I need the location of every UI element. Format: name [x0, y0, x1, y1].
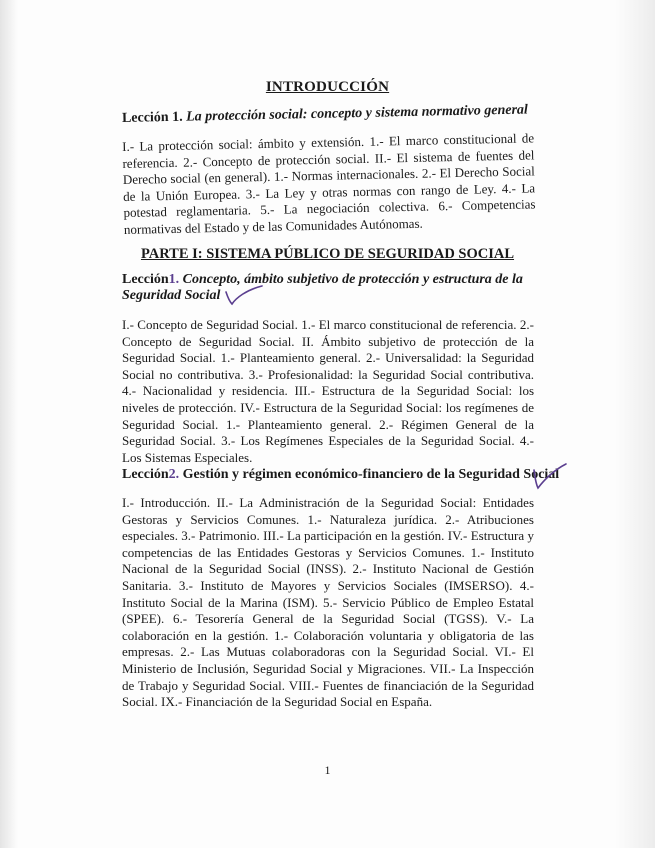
- lesson-1-body: I.- Concepto de Seguridad Social. 1.- El marco constitucional de referencia. 2.- Concepto de Seguridad Social. II. Ámbito subjetivo de protección de la Seguridad Social. 1.- Planteamiento general. 2.- Universalidad: la Seguridad Social no contributiva. 3.- Profesionalidad: la Seguridad Social contributiva. 4.- Nacionalidad y residencia. III.- Estructura de la Seguridad Social: los niveles de protección. IV.- Estructura de la Seguridad Social: los regímenes de Seguridad Social. 1.- Planteamiento general. 2.- Régimen General de la Seguridad Social. 3.- Los Regímenes Especiales de la Seguridad Social. 4.- Los Sistemas Especiales.: [122, 317, 534, 465]
- lesson-1-title: Concepto, ámbito subjetivo de protección y estructura de la Seguridad Social: [122, 272, 523, 303]
- intro-lesson-body: I.- La protección social: ámbito y extensión. 1.- El marco constitucional de referencia. 2.- Concepto de protección social. II.- El sistema de fuentes del Derecho social (en general). 1.- Normas internacionales. 2.- El Derecho Social de la Unión Europea. 3.- La Ley y otras normas con rango de Ley. 4.- La potestad reglamentaria. 5.- La negociación colectiva. 6.- Competencias normativas del Estado y de las Comunidades Autónomas.: [122, 130, 536, 237]
- lesson-1-number: 1.: [168, 272, 180, 287]
- scan-shadow-right: [615, 0, 655, 848]
- lesson-2-number: 2.: [168, 467, 180, 482]
- intro-lesson-label: Lección 1.: [121, 109, 187, 126]
- intro-lesson-title: La protección social: concepto y sistema normativo general: [185, 102, 529, 125]
- handwritten-check-mark-icon: [222, 284, 266, 310]
- scan-shadow-left: [0, 0, 18, 848]
- page-number: 1: [324, 763, 331, 777]
- lesson-1-heading: [122, 272, 534, 304]
- lesson-1-label: Lección: [122, 272, 169, 287]
- part-title: PARTE I: SISTEMA PÚBLICO DE SEGURIDAD SOCIAL: [140, 246, 515, 262]
- lesson-2-title: Gestión y régimen económico-financiero de la Seguridad Social: [179, 467, 560, 482]
- document-title: INTRODUCCIÓN: [265, 79, 390, 95]
- lesson-2-label: Lección: [122, 467, 169, 482]
- handwritten-check-mark-icon: [530, 460, 570, 492]
- intro-lesson-heading: [122, 103, 528, 127]
- lesson-2-heading: [122, 467, 559, 483]
- lesson-2-body: I.- Introducción. II.- La Administración de la Seguridad Social: Entidades Gestoras y Servicios Comunes. 1.- Naturaleza jurídica. 2.- Atribuciones especiales. 3.- Patrimonio. III.- La participación en la gestión. IV.- Estructura y competencias de las Entidades Gestoras y Servicios Comunes. 1.- Instituto Nacional de la Seguridad Social (INSS). 2.- Instituto Nacional de Gestión Sanitaria. 3.- Instituto de Mayores y Servicios Sociales (IMSERSO). 4.- Instituto Social de la Marina (ISM). 5.- Servicio Público de Empleo Estatal (SPEE). 6.- Tesorería General de la Seguridad Social (TGSS). V.- La colaboración en la gestión. 1.- Colaboración voluntaria y obligatoria de las empresas. 2.- Las Mutuas colaboradoras con la Seguridad Social. VI.- El Ministerio de Inclusión, Seguridad Social y Migraciones. VII.- La Inspección de Trabajo y Seguridad Social. VIII.- Fuentes de financiación de la Seguridad Social. IX.- Financiación de la Seguridad Social en España.: [122, 495, 534, 710]
